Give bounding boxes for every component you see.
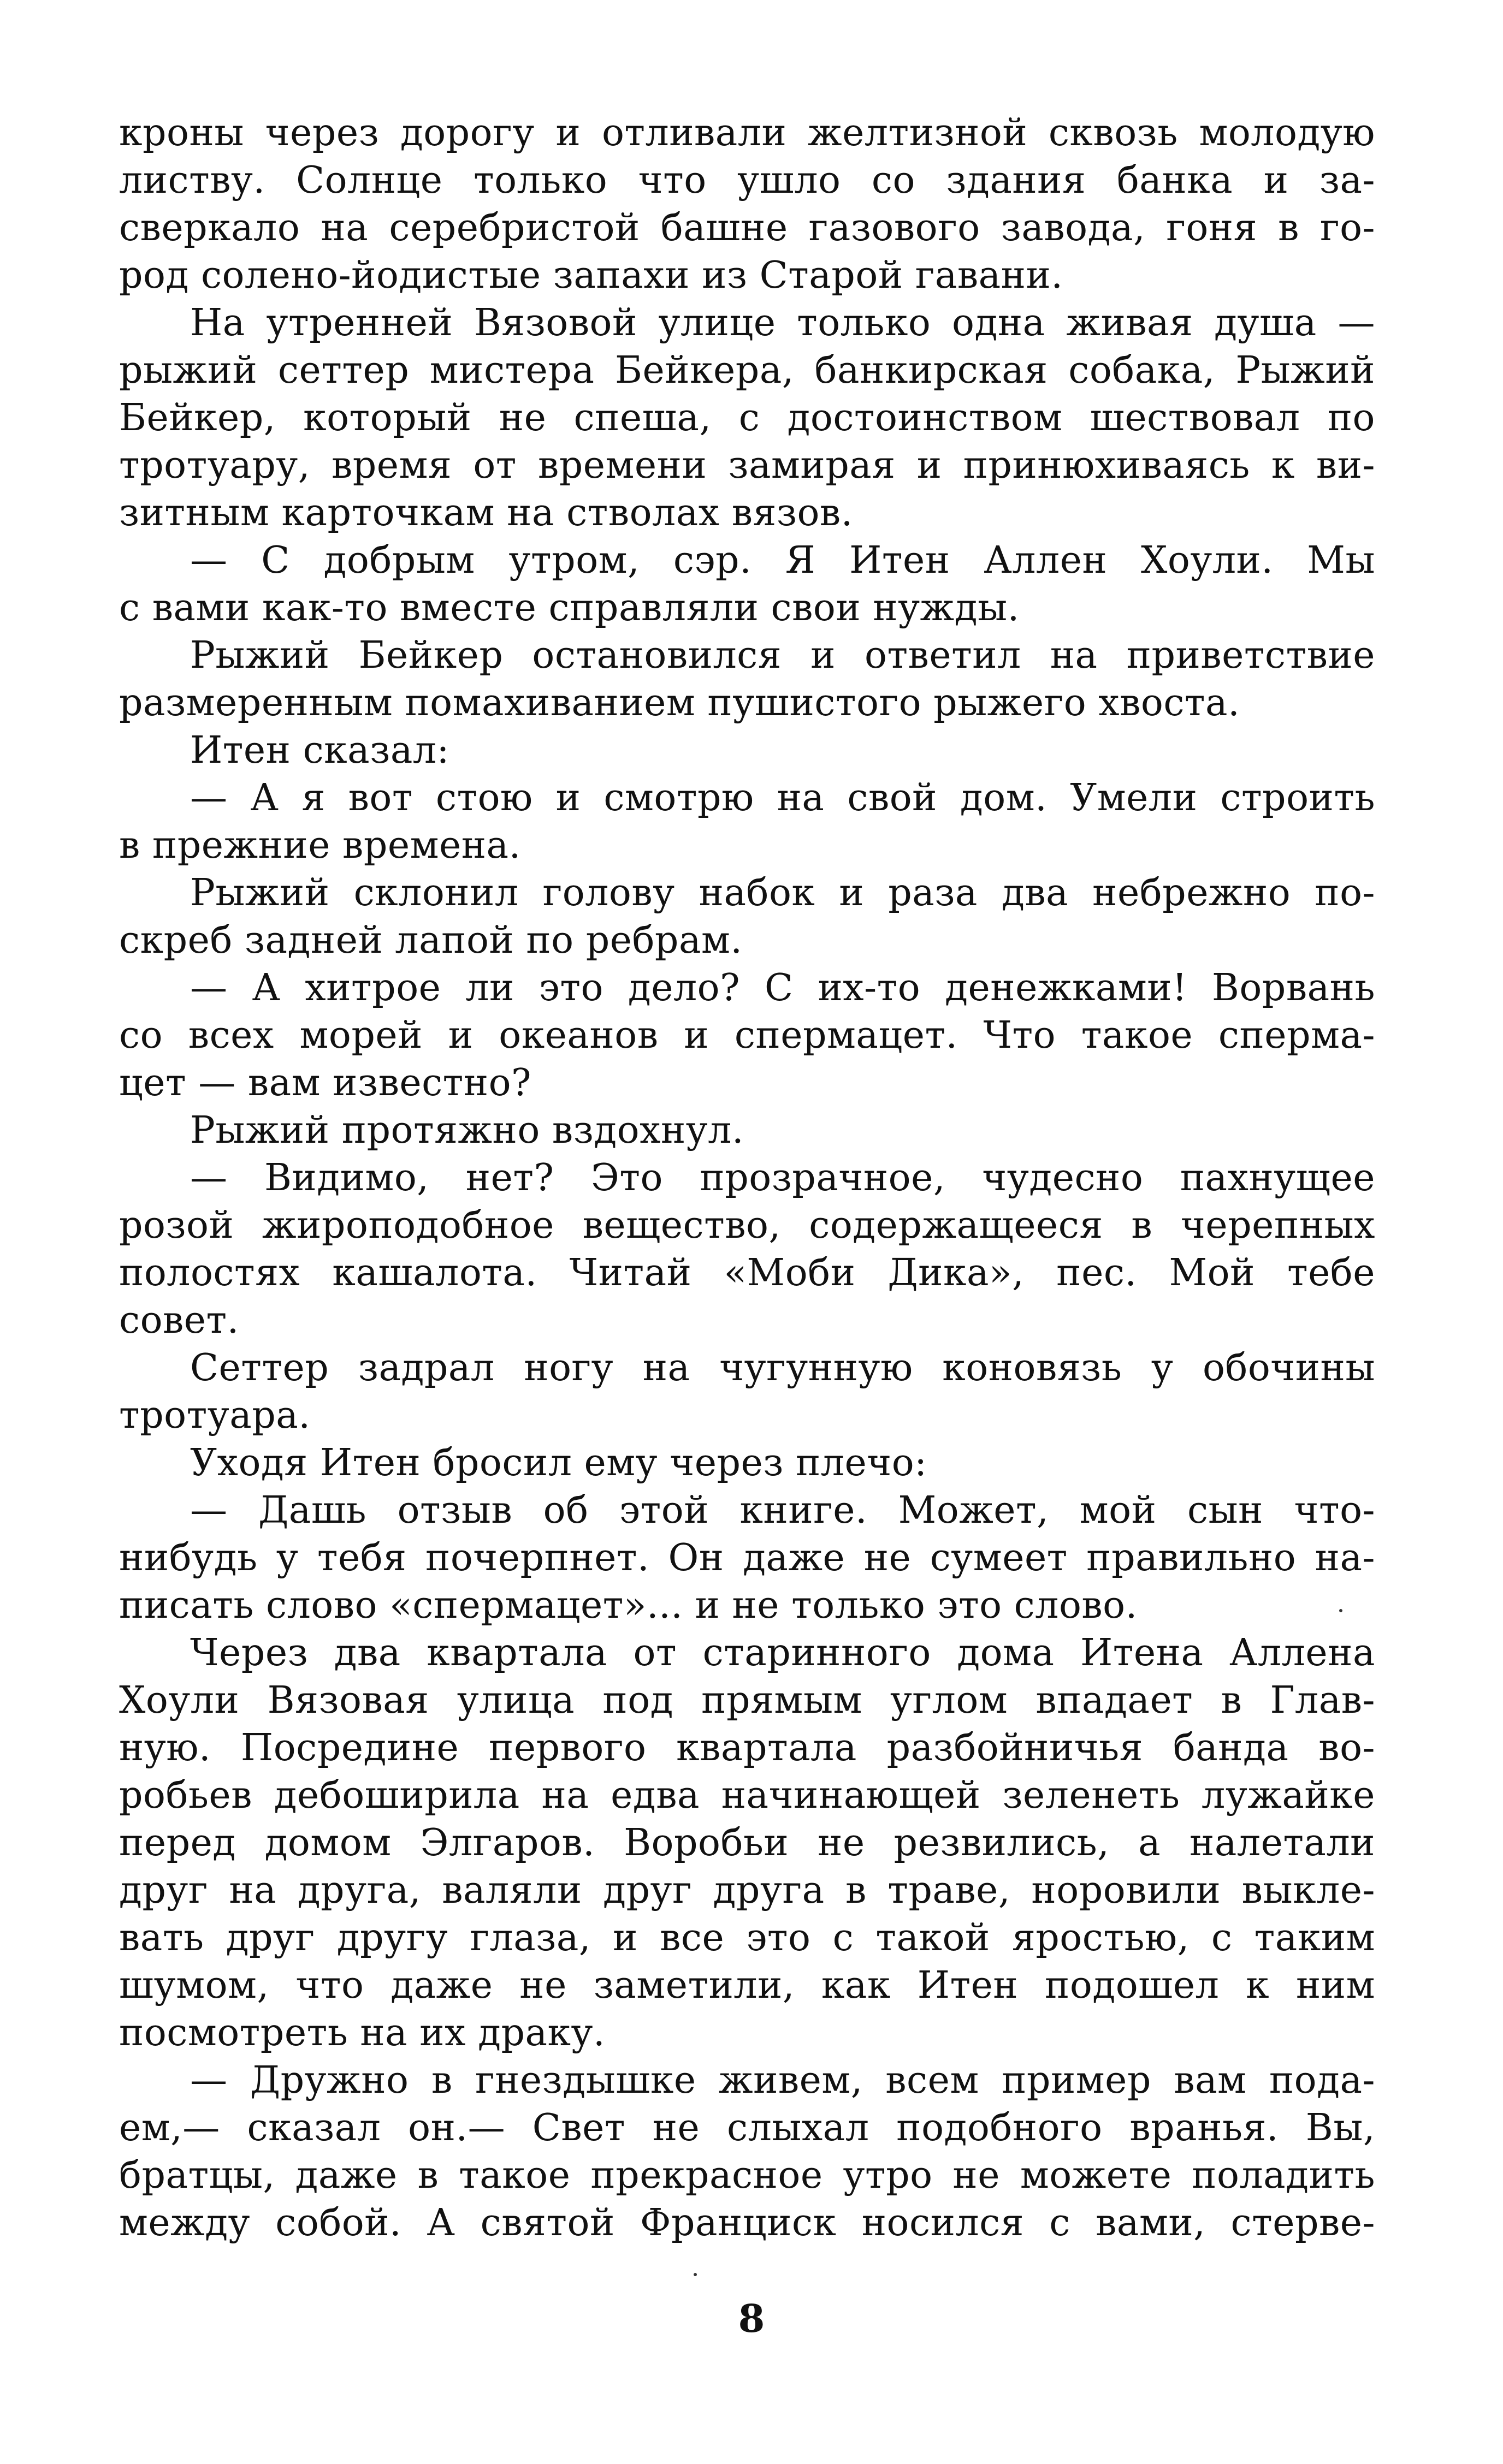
text-line: Уходя Итен бросил ему через плечо: [190, 1441, 927, 1485]
text-line: — А хитрое ли это дело? С их-то денежками! Ворвань [190, 966, 1375, 1010]
text-line: со всех морей и океанов и спермацет. Что такое сперма- [119, 1014, 1375, 1057]
page-number: 8 [738, 2296, 765, 2341]
text-line: братцы, даже в такое прекрасное утро не можете поладить [119, 2154, 1375, 2197]
text-line: — Дашь отзыв об этой книге. Может, мой сын что- [190, 1489, 1375, 1532]
text-line: скреб задней лапой по ребрам. [119, 919, 743, 962]
text-line: Через два квартала от старинного дома Итена Аллена [190, 1631, 1375, 1675]
text-line: ем,— сказал он.— Свет не слыхал подобного вранья. Вы, [119, 2106, 1375, 2150]
text-line: род солено-йодистые запахи из Старой гавани. [119, 254, 1063, 297]
text-line: — С добрым утром, сэр. Я Итен Аллен Хоули. Мы [190, 539, 1375, 582]
text-line: тротуару, время от времени замирая и принюхиваясь к ви- [119, 444, 1375, 487]
text-line: размеренным помахиванием пушистого рыжего хвоста. [119, 681, 1240, 725]
text-line: цет — вам известно? [119, 1061, 532, 1105]
text-line: Рыжий Бейкер остановился и ответил на приветствие [190, 634, 1375, 677]
text-line: Итен сказал: [190, 729, 449, 772]
text-line: Хоули Вязовая улица под прямым углом впадает в Глав- [119, 1679, 1375, 1722]
text-line: шумом, что даже не заметили, как Итен подошел к ним [119, 1964, 1375, 2007]
text-line: полостях кашалота. Читай «Моби Дика», пес. Мой тебе [119, 1251, 1375, 1295]
text-line: вать друг другу глаза, и все это с такой яростью, с таким [119, 1916, 1375, 1960]
text-line: кроны через дорогу и отливали желтизной сквозь молодую [119, 111, 1375, 155]
page-text-block [119, 109, 1375, 2247]
text-line: робьев дебоширила на едва начинающей зеленеть лужайке [119, 1774, 1375, 1817]
text-line: — А я вот стою и смотрю на свой дом. Умели строить [190, 776, 1375, 820]
text-line: сверкало на серебристой башне газового завода, гоня в го- [119, 206, 1375, 250]
text-line: в прежние времена. [119, 824, 521, 867]
text-line: ную. Посредине первого квартала разбойничья банда во- [119, 1726, 1375, 1770]
text-line: Рыжий склонил голову набок и раза два небрежно по- [190, 871, 1375, 915]
text-line: Сеттер задрал ногу на чугунную коновязь у обочины [190, 1346, 1375, 1390]
text-line: Бейкер, который не спеша, с достоинством шествовал по [119, 396, 1375, 440]
text-line: рыжий сеттер мистера Бейкера, банкирская собака, Рыжий [119, 349, 1375, 392]
text-line: писать слово «спермацет»... и не только это слово. [119, 1584, 1138, 1627]
text-line: совет. [119, 1299, 239, 1342]
text-line: перед домом Элгаров. Воробьи не резвились, а налетали [119, 1821, 1375, 1865]
text-line: с вами как-то вместе справляли свои нужды. [119, 586, 1020, 630]
text-line: — Дружно в гнездышке живем, всем пример вам пода- [190, 2059, 1375, 2102]
text-line: тротуара. [119, 1394, 311, 1437]
text-line: посмотреть на их драку. [119, 2011, 606, 2055]
text-line: нибудь у тебя почерпнет. Он даже не сумеет правильно на- [119, 1536, 1375, 1580]
text-line: На утренней Вязовой улице только одна живая душа — [190, 301, 1375, 345]
text-line: зитным карточкам на стволах вязов. [119, 491, 853, 535]
text-line: друг на друга, валяли друг друга в траве, норовили выкле- [119, 1869, 1375, 1912]
text-line: — Видимо, нет? Это прозрачное, чудесно пахнущее [190, 1156, 1375, 1200]
print-speck [694, 2273, 697, 2276]
text-line: листву. Солнце только что ушло со здания банка и за- [119, 159, 1375, 202]
text-line: Рыжий протяжно вздохнул. [190, 1109, 744, 1152]
print-speck [1339, 1609, 1342, 1612]
text-line: между собой. А святой Франциск носился с вами, стерве- [119, 2201, 1375, 2245]
text-line: розой жироподобное вещество, содержащееся в черепных [119, 1204, 1375, 1247]
